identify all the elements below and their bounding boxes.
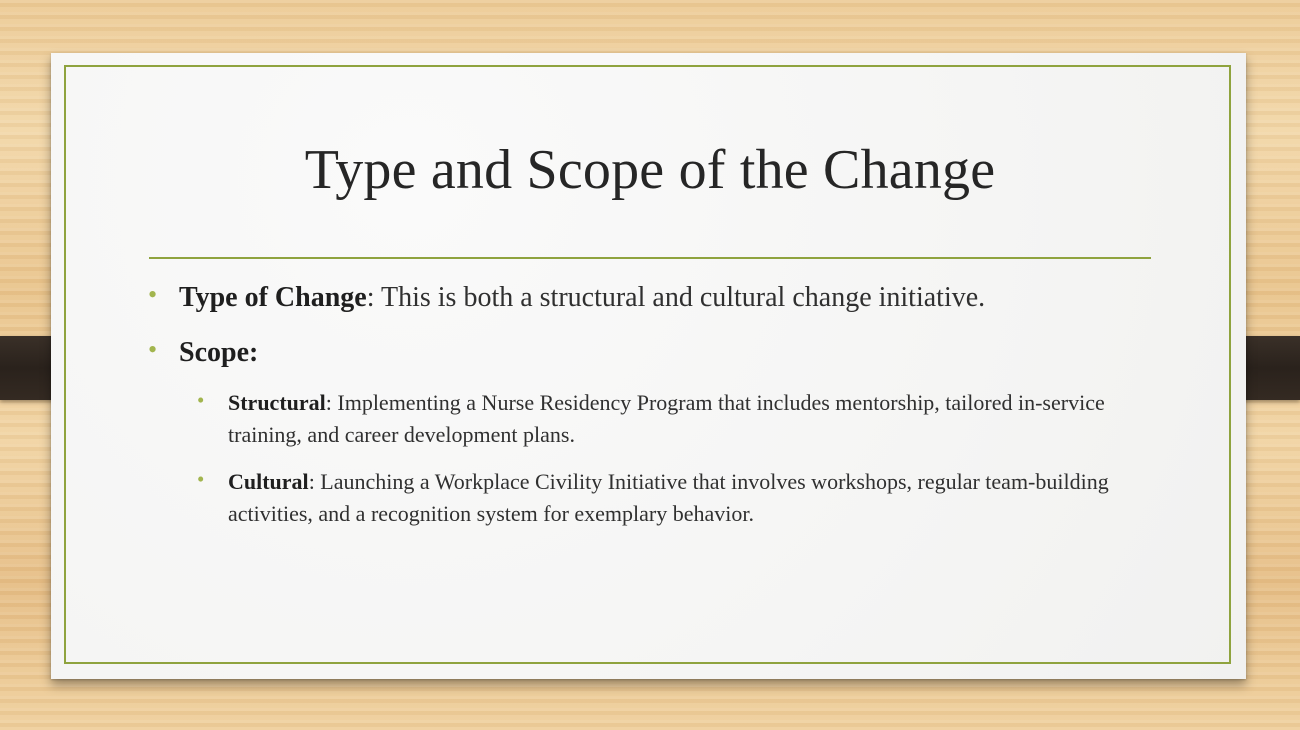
sub-bullet-dot-icon: • bbox=[197, 467, 205, 491]
bullet-heading: Scope: bbox=[179, 337, 259, 368]
bullet-dot-icon: • bbox=[148, 335, 158, 364]
sub-bullet-text: : Implementing a Nurse Residency Program that includes mentorship, tailored in-service training, and career development plans. bbox=[228, 390, 1105, 447]
sub-bullet-structural bbox=[197, 387, 1128, 451]
sub-bullet-text: : Launching a Workplace Civility Initiative that involves workshops, regular team-building activities, and a recognition system for exemplary behavior. bbox=[228, 469, 1109, 526]
sub-bullet-heading: Structural bbox=[228, 390, 326, 415]
bullet-heading: Type of Change bbox=[179, 282, 367, 313]
bullet-text: : This is both a structural and cultural change initiative. bbox=[366, 282, 986, 313]
sub-bullet-cultural bbox=[197, 466, 1128, 530]
slide-title: Type and Scope of the Change bbox=[304, 139, 996, 201]
sub-bullet-heading: Cultural bbox=[228, 469, 309, 494]
bullet-dot-icon: • bbox=[148, 280, 158, 309]
sub-bullet-dot-icon: • bbox=[197, 388, 205, 412]
bullet-type-of-change bbox=[148, 280, 986, 315]
bullet-scope bbox=[148, 335, 259, 370]
